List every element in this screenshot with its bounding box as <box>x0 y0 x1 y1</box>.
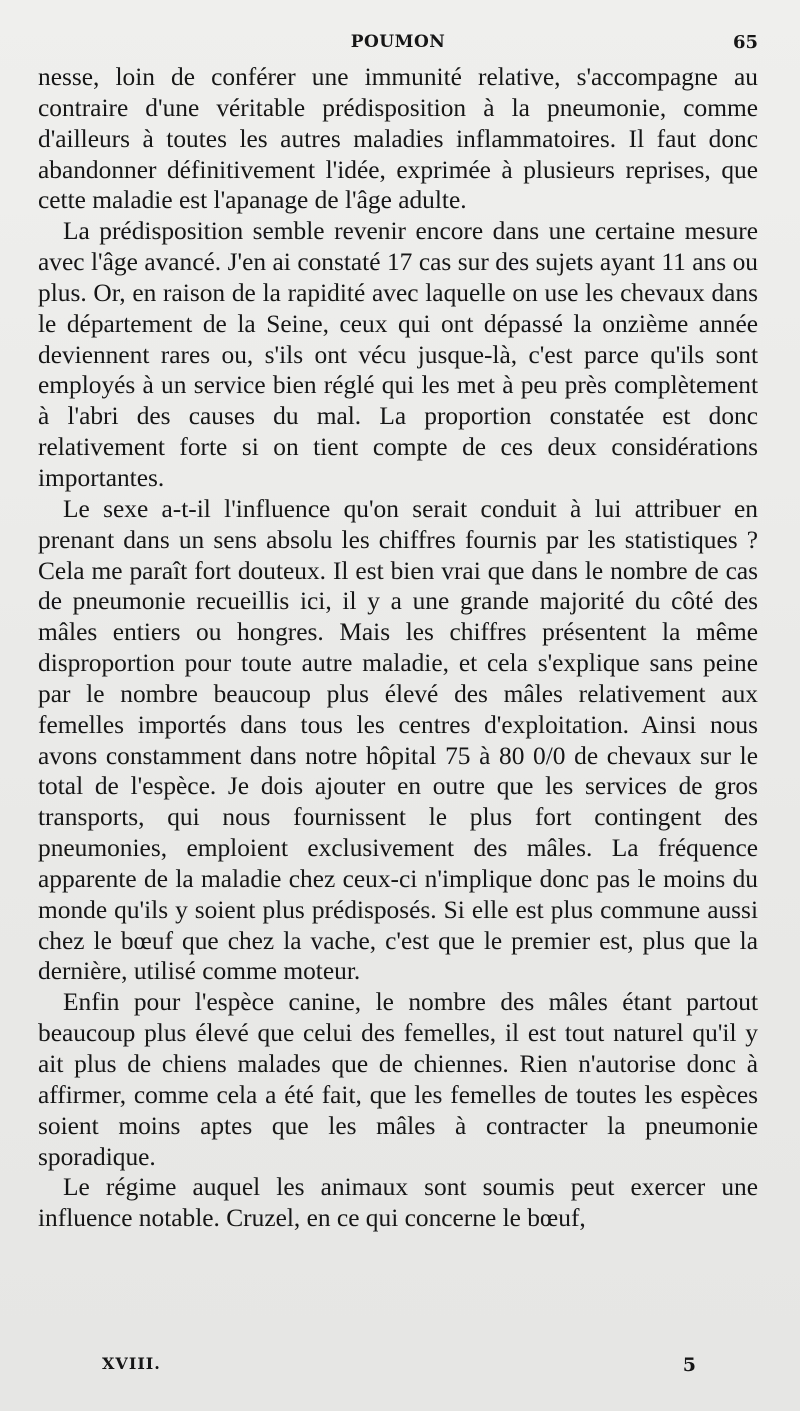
paragraph-sex: Le sexe a-t-il l'influence qu'on serait conduit à lui attribuer en prenant dans un sens absolu les chiffres fournis par les statistiques ? Cela me paraît fort douteux. Il est bien vrai que dans le nombre de cas de pneumonie recueillis ici, il y a une grande majorité du côté des mâles entiers ou hongres. Mais les chiffres présentent la même disproportion pour toute autre maladie, et cela s'explique sans peine par le nombre beaucoup plus élevé des mâles relativement aux femelles importés dans tous les centres d'exploitation. Ainsi nous avons constamment dans notre hôpital 75 à 80 0/0 de chevaux sur le total de l'espèce. Je dois ajouter en outre que les services de gros transports, qui nous fournissent le plus fort contingent des pneumonies, emploient exclusivement des mâles. La fréquence apparente de la maladie chez ceux-ci n'implique donc pas le moins du monde qu'ils y soient plus prédisposés. Si elle est plus commune aussi chez le bœuf que chez la vache, c'est que le premier est, plus que la dernière, utilisé comme moteur. <box>38 494 758 986</box>
page-number: 65 <box>732 32 758 53</box>
running-title: POUMON <box>350 32 446 52</box>
signature-mark: XVIII. <box>102 1354 161 1373</box>
page-footer <box>102 1354 696 1384</box>
paragraph-regime: Le régime auquel les animaux sont soumis peut exercer une influence notable. Cruzel, en ce qui concerne le bœuf, <box>38 1173 758 1233</box>
body-text <box>38 62 758 1234</box>
signature-number: 5 <box>682 1354 696 1376</box>
paragraph-continuation: nesse, loin de conférer une immunité relative, s'accompagne au contraire d'une véritable prédisposition à la pneumonie, comme d'ailleurs à toutes les autres maladies inflammatoires. Il faut donc abandonner définitivement l'idée, exprimée à plusieurs reprises, que cette maladie est l'apanage de l'âge adulte. <box>38 63 758 215</box>
paragraph-age: La prédisposition semble revenir encore dans une certaine mesure avec l'âge avancé. J'en ai constaté 17 cas sur des sujets ayant 11 ans ou plus. Or, en raison de la rapidité avec laquelle on use les chevaux dans le département de la Seine, ceux qui ont dépassé la onzième année deviennent rares ou, s'ils ont vécu jusque-là, c'est parce qu'ils sont employés à un service bien réglé qui les met à peu près complètement à l'abri des causes du mal. La proportion constatée est donc relativement forte si on tient compte de ces deux considérations importantes. <box>38 217 758 492</box>
page-header <box>38 28 758 62</box>
paragraph-canine: Enfin pour l'espèce canine, le nombre des mâles étant partout beaucoup plus élevé que celui des femelles, il est tout naturel qu'il y ait plus de chiens malades que de chiennes. Rien n'autorise donc à affirmer, comme cela a été fait, que les femelles de toutes les espèces soient moins aptes que les mâles à contracter la pneumonie sporadique. <box>38 988 758 1171</box>
